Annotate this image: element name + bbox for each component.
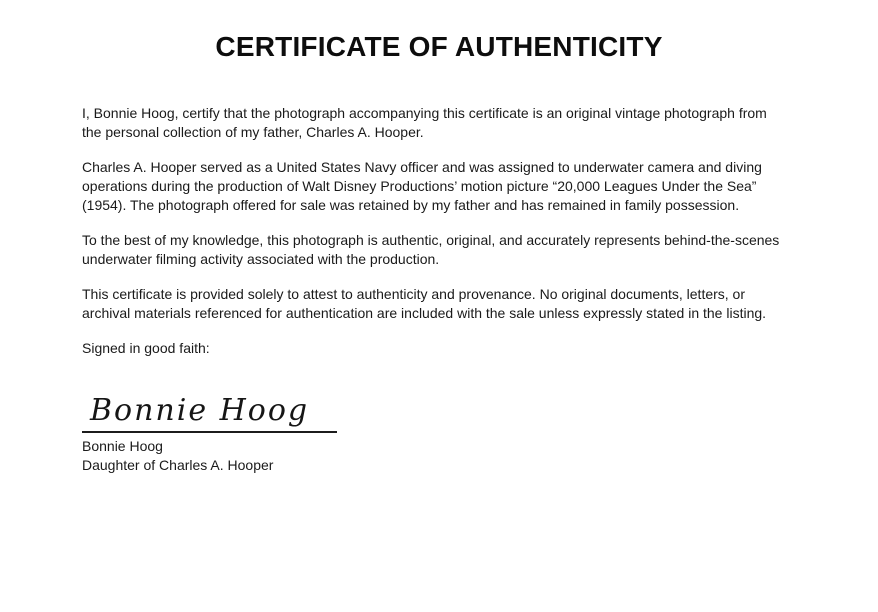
signature-block bbox=[82, 394, 786, 475]
paragraph-declaration: I, Bonnie Hoog, certify that the photograph accompanying this certificate is an original vintage photograph from the personal collection of my father, Charles A. Hooper. bbox=[82, 105, 767, 140]
signer-printed-name: Bonnie Hoog bbox=[82, 438, 163, 454]
paragraph-provenance: Charles A. Hooper served as a United States Navy officer and was assigned to underwater camera and diving operations during the production of Walt Disney Productions’ motion picture “20,000 Leagues Under the Sea” (1954). The photograph offered for sale was retained by my father and has remained in family possession. bbox=[82, 159, 762, 213]
paragraph-attestation: To the best of my knowledge, this photograph is authentic, original, and accurately represents behind-the-scenes underwater filming activity associated with the production. bbox=[82, 232, 780, 267]
certificate-body bbox=[82, 104, 786, 475]
signature-prompt: Signed in good faith: bbox=[82, 340, 210, 356]
certificate-title: CERTIFICATE OF AUTHENTICITY bbox=[215, 31, 663, 62]
handwritten-signature: Bonnie Hoog bbox=[90, 393, 310, 428]
signature-line bbox=[82, 431, 337, 433]
paragraph-disclaimer: This certificate is provided solely to attest to authenticity and provenance. No original documents, letters, or archival materials referenced for authentication are included with the sale unless expressly stated in the listing. bbox=[82, 286, 767, 321]
signer-relationship: Daughter of Charles A. Hooper bbox=[82, 457, 274, 473]
